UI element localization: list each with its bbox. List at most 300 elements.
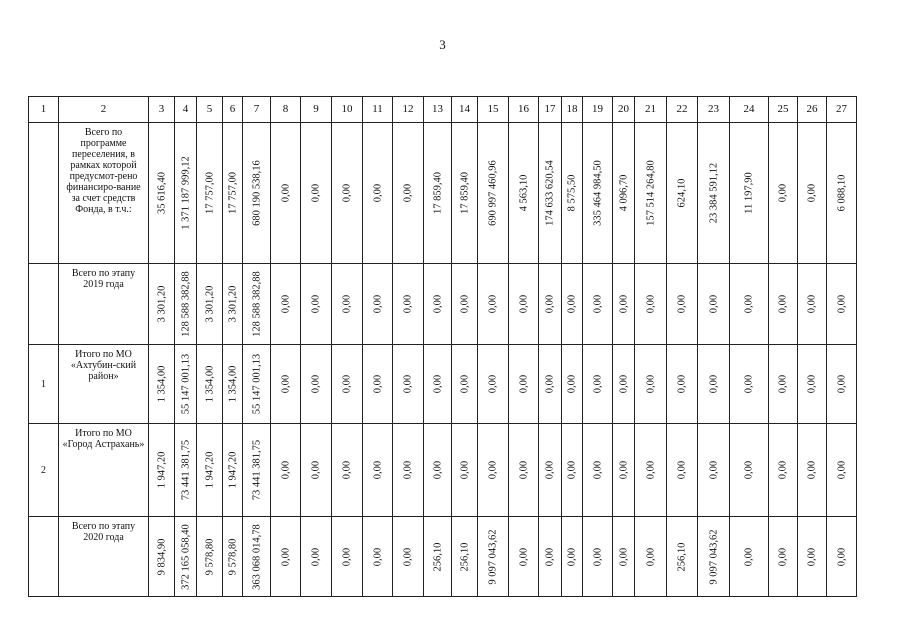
header-cell: 17	[539, 97, 562, 123]
value-cell	[583, 424, 613, 517]
cell-value: 0,00	[432, 374, 443, 394]
value-cell	[539, 424, 562, 517]
cell-value: 0,00	[708, 460, 719, 480]
value-cell	[698, 517, 730, 597]
value-cell	[301, 264, 332, 345]
cell-value: 1 354,00	[156, 365, 167, 403]
header-cell: 23	[698, 97, 730, 123]
cell-value: 17 757,00	[227, 172, 238, 214]
cell-value: 0,00	[432, 460, 443, 480]
row-label-cell	[59, 517, 149, 597]
cell-value: 0,00	[402, 374, 414, 394]
value-cell	[301, 123, 332, 264]
value-cell	[730, 264, 769, 345]
value-cell	[175, 123, 197, 264]
value-cell	[301, 424, 332, 517]
cell-value: 256,10	[432, 542, 443, 571]
value-cell	[243, 123, 271, 264]
value-cell	[583, 517, 613, 597]
cell-value: 0,00	[518, 294, 529, 314]
value-cell	[363, 517, 393, 597]
cell-value: 0,00	[310, 374, 322, 394]
value-cell	[562, 517, 583, 597]
cell-value: 0,00	[341, 547, 353, 566]
cell-value: 0,00	[676, 460, 688, 480]
cell-value: 0,00	[310, 547, 322, 566]
value-cell	[271, 123, 301, 264]
value-cell	[509, 264, 539, 345]
cell-value: 4 096,70	[618, 174, 629, 212]
cell-value: 0,00	[372, 294, 383, 314]
cell-value: 9 834,90	[156, 538, 167, 575]
cell-value: 0,00	[806, 374, 818, 394]
value-cell	[149, 424, 175, 517]
cell-value: 0,00	[432, 294, 443, 314]
value-cell	[769, 517, 798, 597]
value-cell	[798, 345, 827, 424]
cell-value: 1 947,20	[227, 451, 238, 489]
cell-value: 0,00	[743, 547, 755, 566]
value-cell	[363, 424, 393, 517]
cell-value: 3 301,20	[156, 285, 167, 323]
header-cell: 16	[509, 97, 539, 123]
value-cell	[562, 123, 583, 264]
header-cell: 7	[243, 97, 271, 123]
header-cell: 24	[730, 97, 769, 123]
value-cell	[698, 424, 730, 517]
value-cell	[827, 264, 857, 345]
cell-value: 0,00	[402, 183, 414, 203]
value-cell	[363, 123, 393, 264]
value-cell	[452, 345, 478, 424]
row-number	[29, 123, 59, 264]
cell-value: 256,10	[459, 542, 470, 571]
value-cell	[583, 345, 613, 424]
value-cell	[769, 424, 798, 517]
cell-value: 174 633 620,54	[544, 160, 556, 226]
cell-value: 256,10	[676, 542, 688, 571]
cell-value: 0,00	[743, 374, 755, 394]
row-label: Итого по МО «Город Астрахань»	[62, 428, 145, 450]
cell-value: 0,00	[402, 460, 414, 480]
value-cell	[243, 264, 271, 345]
cell-value: 6 088,10	[836, 174, 847, 212]
cell-value: 0,00	[618, 294, 629, 314]
value-cell	[562, 264, 583, 345]
cell-value: 0,00	[566, 460, 578, 480]
cell-value: 0,00	[372, 547, 383, 566]
row-label-cell	[59, 345, 149, 424]
header-cell: 3	[149, 97, 175, 123]
row-label: Всего по этапу 2019 года	[71, 268, 136, 290]
cell-value: 0,00	[806, 460, 818, 480]
cell-value: 0,00	[544, 460, 556, 480]
cell-value: 1 371 187 999,12	[180, 156, 191, 230]
cell-value: 55 147 001,13	[180, 353, 191, 415]
cell-value: 0,00	[708, 294, 719, 314]
header-cell: 21	[635, 97, 667, 123]
cell-value: 0,00	[280, 460, 291, 480]
value-cell	[798, 424, 827, 517]
cell-value: 0,00	[372, 374, 383, 394]
value-cell	[539, 123, 562, 264]
value-cell	[301, 345, 332, 424]
header-cell: 4	[175, 97, 197, 123]
header-cell: 11	[363, 97, 393, 123]
value-cell	[583, 123, 613, 264]
cell-value: 128 588 382,88	[180, 271, 191, 337]
header-cell: 20	[613, 97, 635, 123]
cell-value: 0,00	[518, 460, 529, 480]
value-cell	[667, 517, 698, 597]
cell-value: 0,00	[487, 460, 499, 480]
value-cell	[271, 424, 301, 517]
cell-value: 0,00	[341, 374, 353, 394]
row-label: Итого по МО «Ахтубин-ский район»	[70, 349, 137, 382]
table-row	[29, 517, 857, 597]
value-cell	[613, 264, 635, 345]
value-cell	[635, 517, 667, 597]
value-cell	[635, 424, 667, 517]
cell-value: 0,00	[518, 374, 529, 394]
value-cell	[769, 264, 798, 345]
cell-value: 0,00	[806, 547, 818, 566]
value-cell	[539, 264, 562, 345]
cell-value: 0,00	[566, 547, 578, 566]
value-cell	[332, 345, 363, 424]
cell-value: 335 464 984,50	[592, 160, 603, 226]
value-cell	[223, 424, 243, 517]
value-cell	[452, 264, 478, 345]
cell-value: 0,00	[487, 374, 499, 394]
cell-value: 0,00	[777, 547, 789, 566]
cell-value: 17 859,40	[432, 172, 443, 214]
header-cell: 5	[197, 97, 223, 123]
value-cell	[478, 517, 509, 597]
value-cell	[562, 424, 583, 517]
header-row	[29, 97, 857, 123]
value-cell	[393, 517, 424, 597]
cell-value: 55 147 001,13	[251, 353, 262, 415]
value-cell	[271, 264, 301, 345]
value-cell	[478, 345, 509, 424]
value-cell	[730, 424, 769, 517]
value-cell	[243, 424, 271, 517]
header-cell: 13	[424, 97, 452, 123]
cell-value: 0,00	[459, 374, 470, 394]
cell-value: 0,00	[676, 294, 688, 314]
value-cell	[730, 345, 769, 424]
value-cell	[424, 123, 452, 264]
cell-value: 3 301,20	[204, 285, 215, 323]
value-cell	[393, 264, 424, 345]
cell-value: 680 190 538,16	[251, 160, 262, 226]
cell-value: 0,00	[592, 294, 603, 314]
cell-value: 0,00	[402, 294, 414, 314]
cell-value: 128 588 382,88	[251, 271, 262, 337]
value-cell	[332, 123, 363, 264]
cell-value: 0,00	[341, 460, 353, 480]
value-cell	[223, 264, 243, 345]
value-cell	[197, 424, 223, 517]
value-cell	[562, 345, 583, 424]
value-cell	[698, 123, 730, 264]
value-cell	[452, 123, 478, 264]
value-cell	[424, 345, 452, 424]
cell-value: 0,00	[618, 374, 629, 394]
cell-value: 0,00	[645, 374, 656, 394]
value-cell	[478, 123, 509, 264]
value-cell	[332, 264, 363, 345]
cell-value: 0,00	[487, 294, 499, 314]
row-label: Всего по этапу 2020 года	[71, 521, 136, 543]
data-table	[28, 96, 857, 597]
value-cell	[197, 123, 223, 264]
value-cell	[613, 345, 635, 424]
cell-value: 690 997 460,96	[487, 160, 499, 226]
cell-value: 0,00	[836, 547, 847, 566]
cell-value: 0,00	[777, 294, 789, 314]
cell-value: 0,00	[676, 374, 688, 394]
header-cell: 2	[59, 97, 149, 123]
header-cell: 26	[798, 97, 827, 123]
value-cell	[332, 424, 363, 517]
value-cell	[271, 517, 301, 597]
value-cell	[243, 517, 271, 597]
cell-value: 0,00	[592, 460, 603, 480]
page-number: 3	[439, 37, 446, 52]
table-row	[29, 264, 857, 345]
value-cell	[509, 123, 539, 264]
cell-value: 9 097 043,62	[487, 528, 499, 585]
cell-value: 0,00	[372, 460, 383, 480]
cell-value: 4 563,10	[518, 174, 529, 212]
cell-value: 0,00	[743, 460, 755, 480]
cell-value: 73 441 381,75	[251, 439, 262, 501]
cell-value: 0,00	[645, 294, 656, 314]
cell-value: 0,00	[310, 183, 322, 203]
cell-value: 0,00	[544, 547, 556, 566]
value-cell	[635, 123, 667, 264]
header-cell: 27	[827, 97, 857, 123]
cell-value: 0,00	[836, 374, 847, 394]
cell-value: 8 575,50	[566, 174, 578, 212]
value-cell	[827, 424, 857, 517]
value-cell	[175, 517, 197, 597]
header-cell: 18	[562, 97, 583, 123]
value-cell	[478, 424, 509, 517]
cell-value: 0,00	[459, 460, 470, 480]
value-cell	[149, 123, 175, 264]
header-cell: 14	[452, 97, 478, 123]
value-cell	[175, 264, 197, 345]
cell-value: 0,00	[592, 547, 603, 566]
cell-value: 0,00	[341, 183, 353, 203]
table-row	[29, 424, 857, 517]
value-cell	[478, 264, 509, 345]
value-cell	[424, 517, 452, 597]
value-cell	[827, 123, 857, 264]
cell-value: 1 354,00	[227, 365, 238, 403]
value-cell	[197, 517, 223, 597]
cell-value: 0,00	[280, 547, 291, 566]
value-cell	[332, 517, 363, 597]
value-cell	[798, 517, 827, 597]
row-number	[29, 264, 59, 345]
header-cell: 1	[29, 97, 59, 123]
cell-value: 9 097 043,62	[708, 528, 719, 585]
value-cell	[827, 517, 857, 597]
value-cell	[583, 264, 613, 345]
value-cell	[363, 264, 393, 345]
cell-value: 0,00	[310, 460, 322, 480]
header-cell: 22	[667, 97, 698, 123]
cell-value: 11 197,90	[743, 172, 755, 214]
value-cell	[393, 345, 424, 424]
value-cell	[363, 345, 393, 424]
cell-value: 0,00	[518, 547, 529, 566]
value-cell	[613, 123, 635, 264]
value-cell	[635, 264, 667, 345]
value-cell	[175, 345, 197, 424]
value-cell	[175, 424, 197, 517]
cell-value: 1 947,20	[156, 451, 167, 489]
cell-value: 1 947,20	[204, 451, 215, 489]
value-cell	[452, 424, 478, 517]
value-cell	[452, 517, 478, 597]
value-cell	[301, 517, 332, 597]
cell-value: 0,00	[836, 294, 847, 314]
value-cell	[698, 345, 730, 424]
cell-value: 0,00	[645, 547, 656, 566]
row-label: Всего по программе переселения, в рамках которой предусмот-рено финансиро-вание за счет средств Фонда, в т.ч.:	[66, 127, 141, 215]
cell-value: 0,00	[743, 294, 755, 314]
cell-value: 0,00	[806, 294, 818, 314]
value-cell	[698, 264, 730, 345]
value-cell	[635, 345, 667, 424]
cell-value: 372 165 058,40	[180, 523, 191, 590]
cell-value: 0,00	[280, 183, 291, 203]
row-number	[29, 517, 59, 597]
value-cell	[539, 517, 562, 597]
cell-value: 0,00	[310, 294, 322, 314]
cell-value: 624,10	[676, 178, 688, 208]
value-cell	[243, 345, 271, 424]
value-cell	[509, 517, 539, 597]
table-row	[29, 345, 857, 424]
value-cell	[424, 424, 452, 517]
value-cell	[197, 345, 223, 424]
value-cell	[613, 517, 635, 597]
header-cell: 10	[332, 97, 363, 123]
cell-value: 0,00	[402, 547, 414, 566]
value-cell	[149, 517, 175, 597]
table-row	[29, 123, 857, 264]
cell-value: 0,00	[544, 374, 556, 394]
value-cell	[149, 345, 175, 424]
value-cell	[730, 123, 769, 264]
value-cell	[424, 264, 452, 345]
cell-value: 0,00	[806, 183, 818, 203]
value-cell	[730, 517, 769, 597]
value-cell	[769, 123, 798, 264]
cell-value: 3 301,20	[227, 285, 238, 323]
value-cell	[827, 345, 857, 424]
value-cell	[149, 264, 175, 345]
cell-value: 157 514 264,80	[645, 160, 656, 226]
value-cell	[509, 424, 539, 517]
value-cell	[271, 345, 301, 424]
cell-value: 0,00	[777, 460, 789, 480]
header-cell: 8	[271, 97, 301, 123]
header-cell: 15	[478, 97, 509, 123]
cell-value: 0,00	[645, 460, 656, 480]
value-cell	[223, 345, 243, 424]
cell-value: 35 616,40	[156, 172, 167, 214]
cell-value: 0,00	[708, 374, 719, 394]
value-cell	[667, 123, 698, 264]
value-cell	[667, 264, 698, 345]
cell-value: 17 757,00	[204, 172, 215, 214]
cell-value: 0,00	[280, 294, 291, 314]
row-label-cell	[59, 424, 149, 517]
value-cell	[223, 123, 243, 264]
header-cell: 19	[583, 97, 613, 123]
cell-value: 17 859,40	[459, 172, 470, 214]
value-cell	[223, 517, 243, 597]
cell-value: 363 068 014,78	[251, 523, 262, 590]
value-cell	[667, 424, 698, 517]
cell-value: 0,00	[544, 294, 556, 314]
value-cell	[798, 123, 827, 264]
cell-value: 0,00	[618, 547, 629, 566]
value-cell	[613, 424, 635, 517]
cell-value: 73 441 381,75	[180, 439, 191, 501]
row-label-cell	[59, 123, 149, 264]
header-cell: 12	[393, 97, 424, 123]
cell-value: 0,00	[459, 294, 470, 314]
row-label-cell	[59, 264, 149, 345]
header-cell: 25	[769, 97, 798, 123]
cell-value: 0,00	[618, 460, 629, 480]
value-cell	[509, 345, 539, 424]
row-number: 1	[29, 345, 59, 424]
cell-value: 0,00	[777, 183, 789, 203]
cell-value: 0,00	[372, 183, 383, 203]
cell-value: 9 578,80	[227, 538, 238, 575]
cell-value: 0,00	[566, 374, 578, 394]
cell-value: 0,00	[777, 374, 789, 394]
cell-value: 0,00	[592, 374, 603, 394]
value-cell	[667, 345, 698, 424]
value-cell	[798, 264, 827, 345]
cell-value: 9 578,80	[204, 538, 215, 575]
header-cell: 6	[223, 97, 243, 123]
cell-value: 0,00	[341, 294, 353, 314]
value-cell	[393, 424, 424, 517]
cell-value: 0,00	[836, 460, 847, 480]
cell-value: 0,00	[280, 374, 291, 394]
value-cell	[769, 345, 798, 424]
cell-value: 23 384 591,12	[708, 162, 719, 224]
value-cell	[197, 264, 223, 345]
value-cell	[393, 123, 424, 264]
cell-value: 0,00	[566, 294, 578, 314]
row-number: 2	[29, 424, 59, 517]
header-cell: 9	[301, 97, 332, 123]
value-cell	[539, 345, 562, 424]
cell-value: 1 354,00	[204, 365, 215, 403]
